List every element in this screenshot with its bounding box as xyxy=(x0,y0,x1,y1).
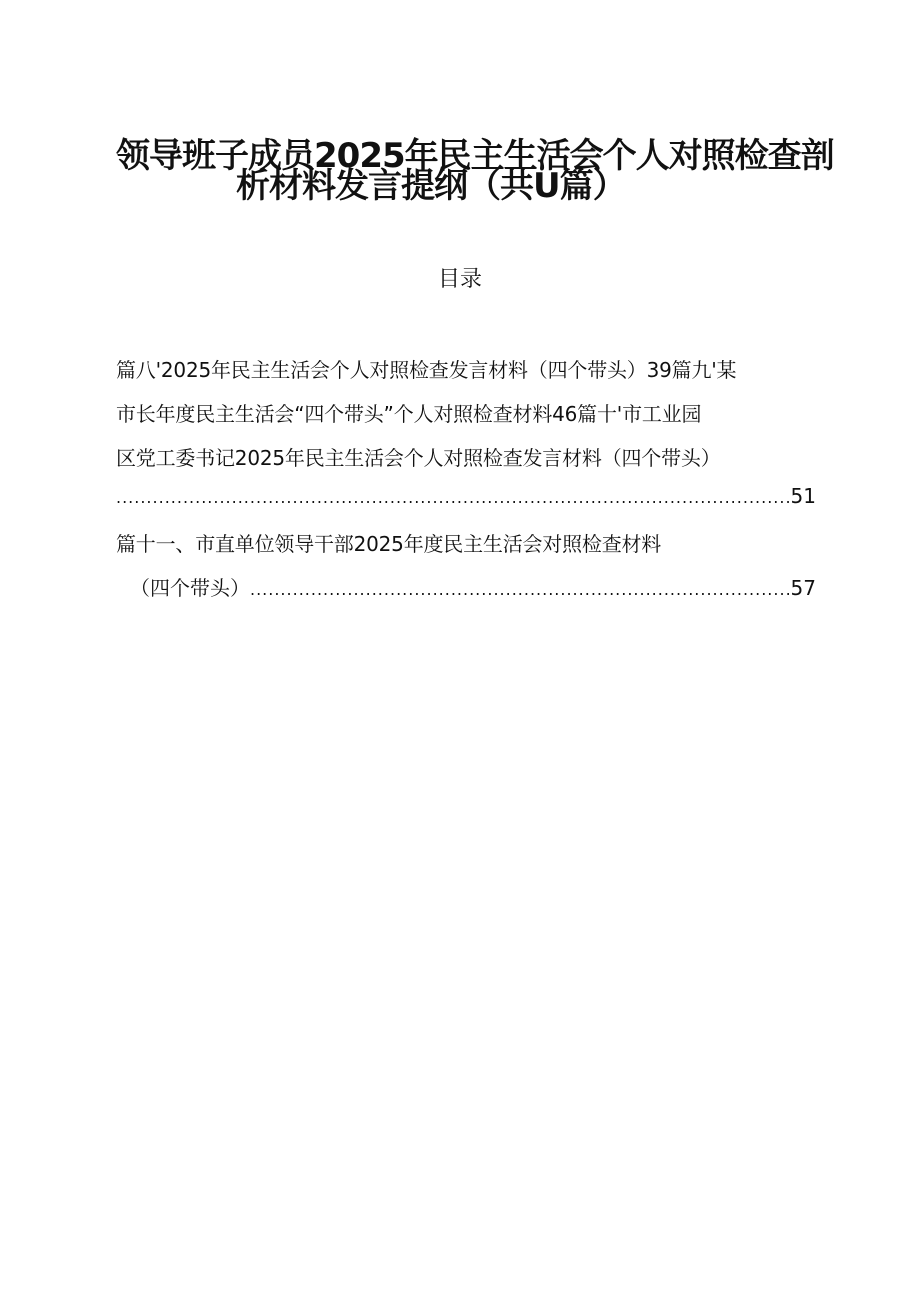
document-title-line-2: 析材料发言提纲（共U篇） xyxy=(236,166,626,206)
toc-line[interactable]: 市长年度民主生活会“四个带头”个人对照检查材料46篇十'市工业园 xyxy=(116,402,702,426)
toc-page-number: 51 xyxy=(790,484,816,508)
toc-heading: 目录 xyxy=(437,267,482,292)
dot-leader xyxy=(250,580,789,599)
toc-line[interactable]: 区党工委书记2025年民主生活会个人对照检查发言材料（四个带头） xyxy=(116,446,721,470)
toc-line[interactable]: 篇八'2025年民主生活会个人对照检查发言材料（四个带头）39篇九'某 xyxy=(116,358,737,382)
document-title-line-1: 领导班子成员2025年民主生活会个人对照检查剖 xyxy=(116,136,834,176)
toc-page-number: 57 xyxy=(790,576,816,600)
toc-entry-11[interactable]: 篇十一、市直单位领导干部2025年度民主生活会对照检查材料 xyxy=(116,532,662,556)
dot-leader xyxy=(116,488,789,507)
toc-entry-11-continuation: （四个带头） xyxy=(130,576,250,600)
toc-leader-line[interactable] xyxy=(130,572,816,601)
toc-leader-line[interactable] xyxy=(116,484,816,508)
